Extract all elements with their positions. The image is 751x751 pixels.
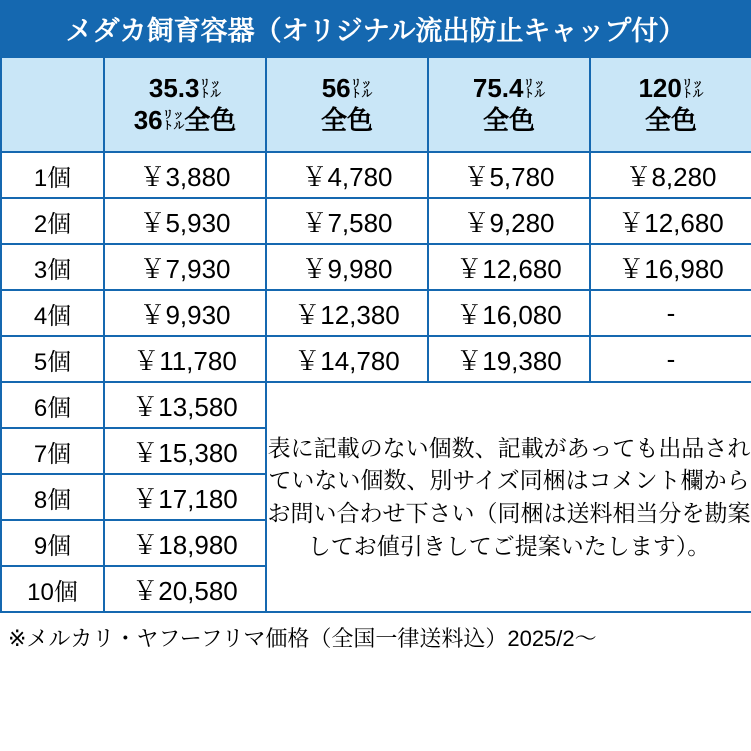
price-cell-empty: - bbox=[590, 336, 751, 382]
page-title: メダカ飼育容器（オリジナル流出防止キャップ付） bbox=[0, 0, 751, 56]
price-cell: ￥15,380 bbox=[104, 428, 266, 474]
column-color-75: 全色 bbox=[482, 104, 535, 135]
price-cell: ￥8,280 bbox=[590, 152, 751, 198]
column-size-120: 120 bbox=[638, 73, 682, 104]
column-color-56: 全色 bbox=[320, 104, 373, 135]
table-row bbox=[1, 290, 751, 336]
column-size-56: 56 bbox=[321, 73, 351, 104]
column-color-120: 全色 bbox=[644, 104, 697, 135]
unit-liter-icon-3: リッ トル bbox=[350, 77, 373, 101]
column-size-36: 36 bbox=[133, 104, 163, 135]
column-header-35 bbox=[104, 57, 266, 152]
footer-note: ※メルカリ・ヤフーフリマ価格（全国一律送料込）2025/2～ bbox=[0, 613, 751, 661]
price-cell: ￥9,980 bbox=[266, 244, 428, 290]
price-cell: ￥20,580 bbox=[104, 566, 266, 612]
column-header-75 bbox=[428, 57, 590, 152]
price-cell: ￥16,980 bbox=[590, 244, 751, 290]
price-cell-empty: - bbox=[590, 290, 751, 336]
unit-liter-icon: リッ トル bbox=[199, 77, 222, 101]
price-cell: ￥12,380 bbox=[266, 290, 428, 336]
price-cell: ￥13,580 bbox=[104, 382, 266, 428]
row-label: 8個 bbox=[1, 474, 104, 520]
price-cell: ￥14,780 bbox=[266, 336, 428, 382]
price-cell: ￥7,580 bbox=[266, 198, 428, 244]
row-label: 10個 bbox=[1, 566, 104, 612]
row-label: 1個 bbox=[1, 152, 104, 198]
price-cell: ￥17,180 bbox=[104, 474, 266, 520]
table-row bbox=[1, 244, 751, 290]
column-size-35: 35.3 bbox=[148, 73, 200, 104]
table-header-row bbox=[1, 57, 751, 152]
price-cell: ￥9,280 bbox=[428, 198, 590, 244]
column-header-120 bbox=[590, 57, 751, 152]
row-label: 3個 bbox=[1, 244, 104, 290]
unit-liter-icon-4: リッ トル bbox=[523, 77, 546, 101]
note-text: 表に記載のない個数、記載があっても出品されていない個数、別サイズ同梱はコメント欄からお問い合わせ下さい（同梱は送料相当分を勘案してお値引きしてご提案いたします）。 bbox=[266, 382, 751, 612]
column-header-56 bbox=[266, 57, 428, 152]
price-cell: ￥5,780 bbox=[428, 152, 590, 198]
unit-liter-icon-2: リッ トル bbox=[162, 108, 185, 132]
unit-liter-icon-5: リッ トル bbox=[681, 77, 704, 101]
price-cell: ￥3,880 bbox=[104, 152, 266, 198]
price-cell: ￥12,680 bbox=[428, 244, 590, 290]
row-label: 7個 bbox=[1, 428, 104, 474]
row-label: 9個 bbox=[1, 520, 104, 566]
price-cell: ￥9,930 bbox=[104, 290, 266, 336]
price-cell: ￥11,780 bbox=[104, 336, 266, 382]
column-size-75: 75.4 bbox=[472, 73, 524, 104]
price-cell: ￥5,930 bbox=[104, 198, 266, 244]
row-label: 6個 bbox=[1, 382, 104, 428]
price-cell: ￥4,780 bbox=[266, 152, 428, 198]
price-cell: ￥12,680 bbox=[590, 198, 751, 244]
table-row bbox=[1, 336, 751, 382]
price-cell: ￥18,980 bbox=[104, 520, 266, 566]
column-color-35: 全色 bbox=[184, 104, 237, 135]
price-table bbox=[0, 56, 751, 613]
price-cell: ￥16,080 bbox=[428, 290, 590, 336]
price-cell: ￥7,930 bbox=[104, 244, 266, 290]
row-label: 4個 bbox=[1, 290, 104, 336]
row-label: 5個 bbox=[1, 336, 104, 382]
price-cell: ￥19,380 bbox=[428, 336, 590, 382]
table-row bbox=[1, 382, 751, 428]
table-corner-cell bbox=[1, 57, 104, 152]
table-row bbox=[1, 152, 751, 198]
row-label: 2個 bbox=[1, 198, 104, 244]
table-row bbox=[1, 198, 751, 244]
